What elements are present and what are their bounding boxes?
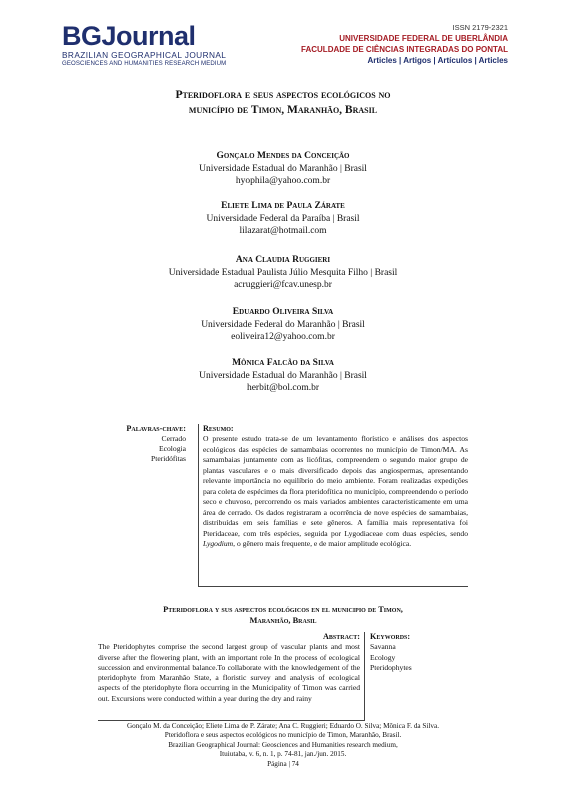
logo-wordmark: BGJournal xyxy=(62,21,196,51)
citation-line: Gonçalo M. da Conceição; Eliete Lima de P. Zárate; Ana C. Ruggieri; Eduardo O. Silva; Mônica F. da Silva. xyxy=(126,722,439,730)
author-email: hyophila@yahoo.com.br xyxy=(235,176,331,186)
resumo-text xyxy=(203,434,468,549)
title-line: Pteridoflora e seus aspectos ecológicos no xyxy=(175,89,391,101)
abstract-heading: Abstract: xyxy=(323,632,360,641)
palavras-chave xyxy=(60,424,194,464)
author-affiliation: Universidade Federal da Paraíba | Brasil xyxy=(206,213,360,224)
article-title xyxy=(60,88,506,118)
author-block xyxy=(60,357,506,395)
keyword-item: Ecologia xyxy=(159,444,186,453)
author-email: acruggieri@fcav.unesp.br xyxy=(234,280,332,290)
citation-line: Brazilian Geographical Journal: Geosciences and Humanities research medium, xyxy=(168,740,398,749)
author-name: Eduardo Oliveira Silva xyxy=(232,307,334,317)
keyword-item: Ecology xyxy=(370,652,396,662)
author-block xyxy=(60,150,506,188)
keyword-item: Cerrado xyxy=(161,434,186,443)
author-name: Mônica Falcão da Silva xyxy=(232,358,334,368)
title-line: município de Timon, Maranhão, Brasil xyxy=(188,104,378,116)
author-name: Ana Claudia Ruggieri xyxy=(235,255,331,265)
resumo-heading: Resumo: xyxy=(203,424,234,433)
logo-subtitle: BRAZILIAN GEOGRAPHICAL JOURNAL xyxy=(62,50,227,60)
issn: ISSN 2179-2321 xyxy=(452,23,508,32)
palavras-chave-heading: Palavras-chave: xyxy=(126,424,186,433)
author-email: lilazarat@hotmail.com xyxy=(239,226,327,236)
keywords-heading: Keywords: xyxy=(370,632,411,641)
logo-tagline: GEOSCIENCES AND HUMANITIES RESEARCH MEDIUM xyxy=(62,60,227,67)
journal-logo xyxy=(62,22,232,68)
author-block xyxy=(60,200,506,238)
article-types: Articles | Artigos | Artículos | Articles xyxy=(367,56,508,65)
spanish-title-line: Pteridoflora y sus aspectos ecológicos en el municipio de Timon, xyxy=(163,605,403,614)
resumo-text-part: , o gênero mais frequente, e de maior amplitude ecológica. xyxy=(233,538,412,548)
university-name: UNIVERSIDADE FEDERAL DE UBERLÂNDIA xyxy=(339,34,508,43)
resumo-text-part: O presente estudo trata-se de um levantamento florístico e análises dos aspectos ecológicos das espécies de samambaias ocorrentes no município de Timon/MA. As samambaias juntamente com as licófitas, compreendem o segundo maior grupo de plantas vasculares e o mais diversificado depois das angiospermas, apresentando relevante importância no equilíbrio do meio ambiente. Foram realizadas expedições para coleta de espécimes da flora pteridofítica no município, compreendendo o período seco e chuvoso, percorrendo os mais variados ambientes caracteristicamente em uma área de cerrado. Os dados registraram a ocorrência de nove espécies de samambaias, distribuídas em seis famílias e sete gêneros. A família mais representativa foi Pteridaceae, com três espécies, seguida por Lygodiaceae com duas espécies, sendo xyxy=(203,434,468,538)
resumo-italic-term: Lygodium xyxy=(203,538,234,548)
author-email: herbit@bol.com.br xyxy=(246,383,320,393)
author-email: eoliveira12@yahoo.com.br xyxy=(231,332,335,342)
keywords xyxy=(370,632,480,673)
citation-line: Pteridoflora e seus aspectos ecológicos no município de Timon, Maranhão, Brasil. xyxy=(164,731,402,740)
faculty-name: FACULDADE DE CIÊNCIAS INTEGRADAS DO PONTAL xyxy=(301,45,508,54)
divider xyxy=(198,586,468,587)
author-affiliation: Universidade Estadual do Maranhão | Brasil xyxy=(199,163,367,174)
keyword-item: Savanna xyxy=(370,642,396,652)
author-block xyxy=(60,254,506,292)
author-affiliation: Universidade Estadual Paulista Júlio Mesquita Filho | Brasil xyxy=(168,267,398,278)
abstract xyxy=(98,632,365,720)
header-info xyxy=(301,22,508,66)
divider xyxy=(98,720,365,721)
author-affiliation: Universidade Federal do Maranhão | Brasil xyxy=(201,319,365,330)
citation-footer xyxy=(80,722,486,769)
spanish-title xyxy=(90,604,476,626)
keyword-item: Pteridófitas xyxy=(150,454,186,463)
spanish-title-line: Maranhão, Brasil xyxy=(249,616,317,625)
citation-line: Ituiutaba, v. 6, n. 1, p. 74-81, jan./jun. 2015. xyxy=(219,750,347,759)
resumo xyxy=(198,424,468,586)
author-name: Eliete Lima de Paula Zárate xyxy=(221,201,345,211)
abstract-text: The Pteridophytes comprise the second largest group of vascular plants and most diverse after the flowering plant, with an important role In the process of ecological succession and environmental balance.To collaborate with the knowledgement of the pteridophyte from Maranhão State, a floristic survey and analysis of ecological aspects of the pteridophyte flora occurring in the Municipality of Timon was carried out. Excursions were conducted within a year during the dry and rainy xyxy=(98,642,360,703)
author-block xyxy=(60,306,506,344)
page-number: Página | 74 xyxy=(267,759,299,768)
keyword-item: Pteridophytes xyxy=(370,662,412,672)
author-affiliation: Universidade Estadual do Maranhão | Brasil xyxy=(199,370,367,381)
author-name: Gonçalo Mendes da Conceição xyxy=(216,151,350,161)
